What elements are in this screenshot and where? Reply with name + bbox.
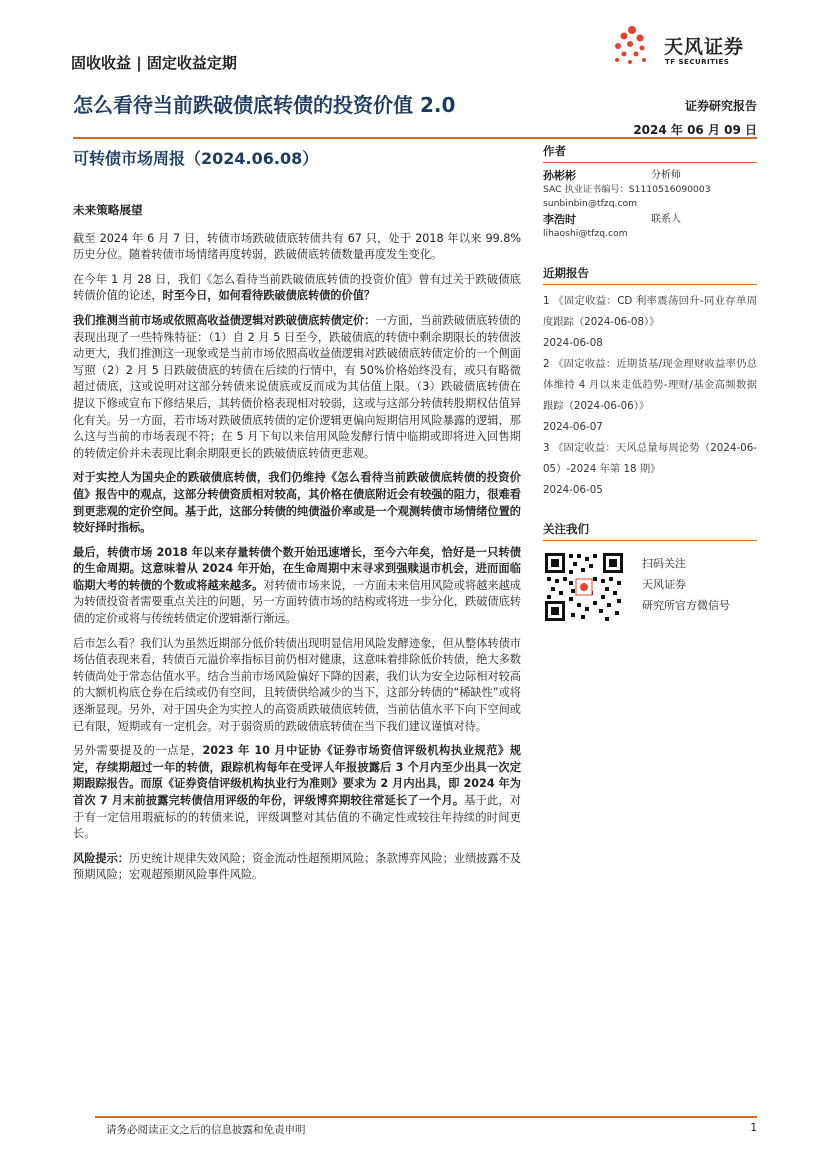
paragraph-3 [73, 313, 521, 462]
paragraph-4-bold: 对于实控人为国央企的跌破债底转债，我们仍维持《怎么看待当前跌破债底转债的投资价值》报告中的观点，这部分转债资质相对较高，其价格在债底附近会有较强的阻力，很难看到更悲观的定价空间。基于此，这部分转债的纯债溢价率或是一个观测转债市场情绪位置的较好择时指标。 [73, 471, 521, 535]
recent-report-date: 2024-06-05 [543, 484, 603, 496]
paragraph-1: 截至 2024 年 6 月 7 日，转债市场跌破债底转债共有 67 只，处于 2018 年以来 99.8%历史分位。随着转债市场情绪再度转弱，跌破债底转债数量再度发生变化。 [73, 231, 521, 262]
logo-mark-icon [612, 22, 660, 70]
author-1 [543, 169, 757, 183]
paragraph-3-bold: 我们推测当前市场或依照高收益债逻辑对跌破债底转债定价： [73, 313, 376, 327]
report-date: 2024 年 06 月 09 日 [633, 123, 757, 137]
authors-heading: 作者 [543, 139, 757, 163]
risk-warning [73, 851, 521, 884]
author-1-email[interactable]: sunbinbin@tfzq.com [543, 198, 638, 209]
author-2-role: 联系人 [651, 214, 681, 225]
author-1-role: 分析师 [651, 170, 681, 181]
paragraph-5 [73, 545, 521, 628]
page-number: 1 [750, 1122, 757, 1134]
author-1-cert: SAC 执业证书编号：S1110516090003 [543, 184, 711, 195]
author-2-name: 李浩时 [543, 213, 576, 226]
follow-line: 研究所官方微信号 [642, 599, 730, 612]
footer-disclaimer: 请务必阅读正文之后的信息披露和免责申明 [106, 1124, 306, 1136]
sidebar [543, 139, 757, 623]
paragraph-7 [73, 743, 521, 843]
paragraph-2-bold: 时至今日，如何看待跌破债底转债的价值？ [162, 289, 376, 303]
paragraph-5-bold: 最后，转债市场 2018 年以来存量转债个数开始迅速增长，至今六年矣，恰好是一只转债的生命周期。这意味着从 2024 年开始，在生命周期中末寻求到强赎退市机会，进而面临临期大考的转债的个数或将越来越多。 [73, 545, 521, 592]
main-content [73, 202, 521, 892]
section-title: 未来策略展望 [73, 203, 143, 217]
follow-text [642, 551, 730, 623]
recent-report-date: 2024-06-07 [543, 421, 603, 433]
author-2 [543, 213, 757, 227]
paragraph-3-text: 一方面，当前跌破债底转债的表现出现了一些特殊特征：（1）自 2 月 5 日至今，跌破债底的转债中剩余期限长的转债波动更大，我们推测这一现象或是当前市场依照高收益债逻辑对跌破债底转债定价的一个侧面写照（2）2 月 5 日跌破债底的转债在后续的行情中，有 50%价格始终没有，或只有略微超过债底，这或说明对这部分转债来说债底或反而成为其估值上限。（3）跌破债底转债在提议下修或宣布下修结果后，其转债价格表现相对较弱，这或与这部分转债转股期权估值异化有关。另一方面，若市场对跌破债底转债的定价逻辑更偏向短期信用风险暴露的逻辑，那么这与当前的市场表现不符；在 5 月下旬以来信用风险发酵行情中临期或即将进入回售期的转债定价并未表现比剩余期限更长的跌破债底转债更悲观。 [73, 313, 521, 460]
wechat-qr-code[interactable] [543, 551, 625, 623]
follow-line: 扫码关注 [642, 557, 686, 570]
paragraph-2-text: 在今年 1 月 28 日，我们《怎么看待当前跌破债底转债的投资价值》曾有过关于跌破债底转债价值的论述， [73, 272, 521, 303]
recent-report-date: 2024-06-08 [543, 337, 603, 349]
paragraph-7-text-c: 基于此，对于有一定信用瑕疵标的的转债来说，评级调整对其估值的不确定性或较往年持续的时间更长。 [73, 794, 521, 841]
logo-text-cn: 天风证券 [664, 36, 745, 58]
paragraph-7-bold: 2023 年 10 月中证协《证券市场资信评级机构执业规范》规定，存续期超过一年的转债，跟踪机构每年在受评人年报披露后 3 个月内至少出具一次定期跟踪报告。而原《证券资信评级机构执业行为准则》要求为 2 月内出具，即 2024 年为首次 7 月末前披露完转债信用评级的年份，评级博弈期较往常延长了一个月。 [73, 744, 521, 807]
recent-report-title[interactable]: 1 《固定收益：CD 利率震荡回升-同业存单周度跟踪（2024-06-08）》 [543, 295, 757, 328]
paragraph-6: 后市怎么看？我们认为虽然近期部分低价转债出现明显信用风险发酵迹象，但从整体转债市场估值表现来看，转债百元溢价率指标目前仍相对健康，这意味着排除低价转债，绝大多数转债尚处于常态估值水平。结合当前市场风险偏好下降的因素，我们认为安全边际相对较高的大额机构底仓券在后续或仍有空间，且转债供给减少的当下，这部分转债的“稀缺性”或将逐渐显现。另外，对于国央企为实控人的高资质跌破债底转债，当前估值水平下向下空间或已有限，短期或有一定机会。对于弱资质的跌破债底转债在当下我们建议谨慎对待。 [73, 636, 521, 733]
follow-section [543, 551, 757, 623]
follow-heading: 关注我们 [543, 517, 757, 541]
tf-securities-logo [612, 22, 762, 70]
report-type: 证券研究报告 [684, 99, 757, 113]
report-title: 怎么看待当前跌破债底转债的投资价值 2.0 [73, 93, 456, 117]
risk-text: 历史统计规律失效风险；资金流动性超预期风险；条款博弈风险；业绩披露不及预期风险；宏观超预期风险事件风险。 [73, 851, 521, 882]
recent-report-title[interactable]: 2 《固定收益：近期货基/现金理财收益率仍总体维持 4 月以来走低趋势-理财/基金高频数据跟踪（2024-06-06）》 [543, 358, 757, 412]
paragraph-7-text-a: 另外需要提及的一点是， [73, 744, 203, 758]
logo-text-en: TF SECURITIES [665, 58, 730, 66]
recent-report-title[interactable]: 3 《固定收益：天风总量每周论势（2024-06-05）-2024 年第 18 期》 [543, 442, 757, 475]
report-category: 固收收益 | 固定收益定期 [71, 54, 237, 72]
report-subtitle: 可转债市场周报（2024.06.08） [73, 149, 319, 168]
risk-label: 风险提示： [73, 851, 129, 865]
author-2-email[interactable]: lihaoshi@tfzq.com [543, 228, 628, 239]
paragraph-4 [73, 470, 521, 536]
qr-code-icon [543, 551, 625, 623]
paragraph-2 [73, 272, 521, 305]
recent-reports-heading: 近期报告 [543, 261, 757, 285]
recent-reports-list [543, 291, 757, 501]
paragraph-5-text: 对转债市场来说，一方面未来信用风险或将越来越成为转债投资者需要重点关注的问题，另一方面转债市场的结构或将进一步分化，跌破债底转债的定价或将与传统转债定价逻辑渐行渐远。 [73, 578, 521, 626]
author-1-name: 孙彬彬 [543, 169, 576, 182]
follow-line: 天风证券 [642, 578, 686, 591]
footer-divider [95, 1116, 757, 1118]
